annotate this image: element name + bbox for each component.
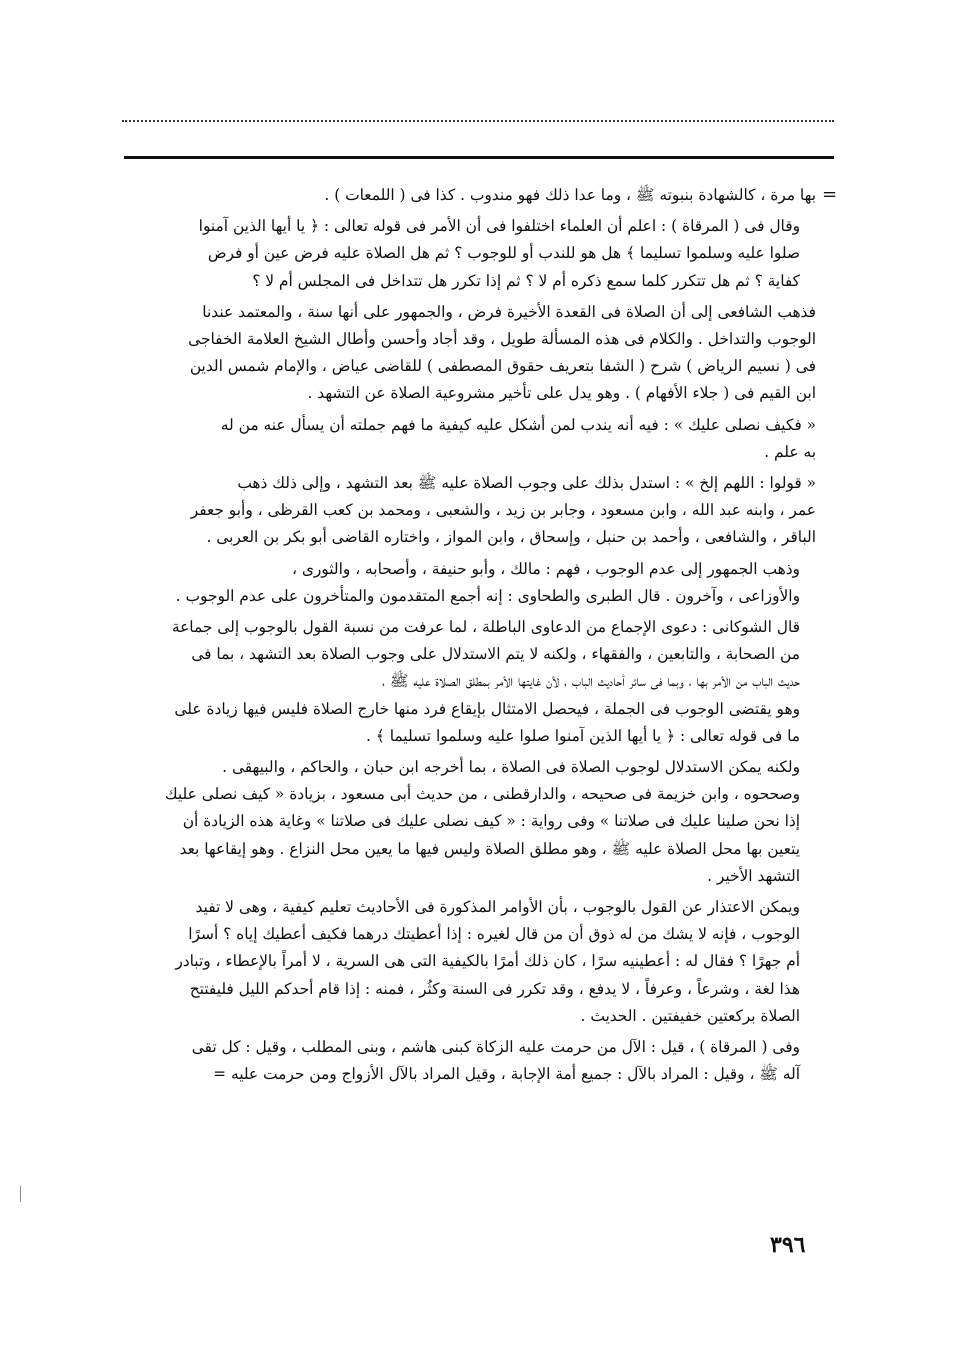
paragraph [116, 412, 816, 466]
footnote-continuation-marker: = [822, 184, 838, 205]
text-line: ما فى قوله تعالى : ﴿ يا أيها الذين آمنوا صلوا عليه وسلموا تسليما ﴾ . [366, 726, 800, 745]
text-line: ويمكن الاعتذار عن القول بالوجوب ، بأن الأوامر المذكورة فى الأحاديث تعليم كيفية ، وهى لا تفيد [195, 898, 800, 917]
text-line: عمر ، وابنه عبد الله ، وابن مسعود ، وجابر بن زيد ، والشعبى ، ومحمد بن كعب القرظى ، وأبو جعفر [190, 501, 816, 520]
text-line: الوجوب والتداخل . والكلام فى هذه المسألة طويل ، وقد أجاد وأحسن وأطال الشيخ العلامة الخفاجى [188, 330, 816, 349]
header-solid-rule [124, 156, 834, 159]
margin-mark [20, 1186, 21, 1202]
paragraph [116, 614, 816, 750]
text-line: أم جهرًا ؟ فقال له : أعطينيه سرًا ، كان ذلك أمرًا بالكيفية التى هى السرية ، لا أمراً بالإعطاء ، وتبادر [175, 952, 800, 971]
text-line: إذا نحن صلينا عليك فى صلاتنا » وفى رواية : « كيف نصلى عليك فى صلاتنا » وغاية هذه الزيادة أن [182, 812, 800, 831]
paragraph [116, 299, 816, 408]
text-line: وصححوه ، وابن خزيمة فى صحيحه ، والدارقطنى ، من حديث أبى مسعود ، بزيادة « كيف نصلى عليك [164, 785, 800, 804]
text-line: بها مرة ، كالشهادة بنبوته ﷺ ، وما عدا ذلك فهو مندوب . كذا فى ( اللمعات ) . [324, 186, 816, 204]
text-line: قال الشوكانى : دعوى الإجماع من الدعاوى الباطلة ، لما عرفت من نسبة القول بالوجوب إلى جماعة [171, 618, 800, 637]
paragraph [116, 213, 816, 295]
text-line: وهو يقتضى الوجوب فى الجملة ، فيحصل الامتثال بإيقاع فرد منها خارج الصلاة فليس فيها زيادة على [174, 699, 800, 718]
text-line: والأوزاعى ، وآخرون . قال الطبرى والطحاوى : إنه أجمع المتقدمون والمتأخرون على عدم الوجوب . [175, 586, 800, 605]
header-dotted-rule [122, 120, 834, 122]
footnote-body [116, 182, 816, 1093]
text-line: حديث الباب من الأمر بها ، وبما فى سائر أحاديث الباب ، لأن غايتها الأمر بمطلق الصلاة عليه ﷺ ، [382, 672, 800, 691]
text-line: هذا لغة ، وشرعاً ، وعرفاً ، لا يدفع ، وقد تكرر فى السنة وكثُر ، فمنه : إذا قام أحدكم الليل فليفتتح [189, 979, 800, 998]
paragraph [116, 1034, 816, 1088]
text-line: « قولوا : اللهم إلخ » : استدل بذلك على وجوب الصلاة عليه ﷺ بعد التشهد ، وإلى ذلك ذهب [237, 474, 816, 493]
paragraph [116, 754, 816, 890]
text-line: يتعين بها محل الصلاة عليه ﷺ ، وهو مطلق الصلاة وليس فيها ما يعين محل النزاع . وهو إيقاعها بعد [179, 839, 800, 858]
text-line: وقال فى ( المرقاة ) : اعلم أن العلماء اختلفوا فى أن الأمر فى قوله تعالى : ﴿ يا أيها الذين آمنوا [198, 217, 800, 236]
paragraph [116, 470, 816, 552]
text-line: كفاية ؟ ثم هل تتكرر كلما سمع ذكره أم لا ؟ ثم إذا تكرر هل تتداخل فى المجلس أم لا ؟ [252, 271, 800, 290]
paragraph [116, 182, 816, 209]
text-line: « فكيف نصلى عليك » : فيه أنه يندب لمن أشكل عليه كيفية ما فهم جملته أن يسأل عنه من له [220, 415, 816, 434]
text-line: ولكنه يمكن الاستدلال لوجوب الصلاة فى الصلاة ، بما أخرجه ابن حبان ، والحاكم ، والبيهقى . [222, 758, 800, 777]
text-line: وفى ( المرقاة ) ، قيل : الآل من حرمت عليه الزكاة كبنى هاشم ، وبنى المطلب ، وقيل : كل تقى [191, 1038, 800, 1057]
text-line: الوجوب ، فإنه لا يشك من له ذوق أن من قال لغيره : إذا أعطيتك درهما فكيف أعطيك إياه ؟ أسرًا [188, 925, 800, 944]
paragraph [116, 894, 816, 1030]
text-line: فى ( نسيم الرياض ) شرح ( الشفا بتعريف حقوق المصطفى ) للقاضى عياض ، والإمام شمس الدين [189, 357, 816, 376]
text-line: ابن القيم فى ( جلاء الأفهام ) . وهو يدل على تأخير مشروعية الصلاة عن التشهد . [307, 384, 816, 403]
text-line: صلوا عليه وسلموا تسليما ﴾ هل هو للندب أو للوجوب ؟ ثم هل الصلاة عليه فرض عين أو فرض [207, 244, 800, 263]
text-line: من الصحابة ، والتابعين ، والفقهاء ، ولكنه لا يتم الاستدلال على وجوب الصلاة بعد التشهد ، بما فى [191, 645, 800, 664]
text-line: وذهب الجمهور إلى عدم الوجوب ، فهم : مالك ، وأبو حنيفة ، وأصحابه ، والثورى ، [291, 559, 800, 578]
text-line: الصلاة بركعتين خفيفتين . الحديث . [580, 1006, 800, 1025]
text-line: آله ﷺ ، وقيل : المراد بالآل : جميع أمة الإجابة ، وقيل المراد بالآل الأزواج ومن حرمت عليه = [213, 1065, 800, 1084]
paragraph [116, 556, 816, 610]
text-line: به علم . [764, 442, 816, 461]
text-line: التشهد الأخير . [707, 866, 800, 885]
page-number: ٣٩٦ [770, 1232, 806, 1258]
text-line: الباقر ، والشافعى ، وأحمد بن حنبل ، وإسحاق ، وابن المواز ، واختاره القاضى أبو بكر بن العربى . [206, 528, 816, 547]
text-line: فذهب الشافعى إلى أن الصلاة فى القعدة الأخيرة فرض ، والجمهور على أنها سنة ، والمعتمد عندنا [202, 302, 816, 321]
